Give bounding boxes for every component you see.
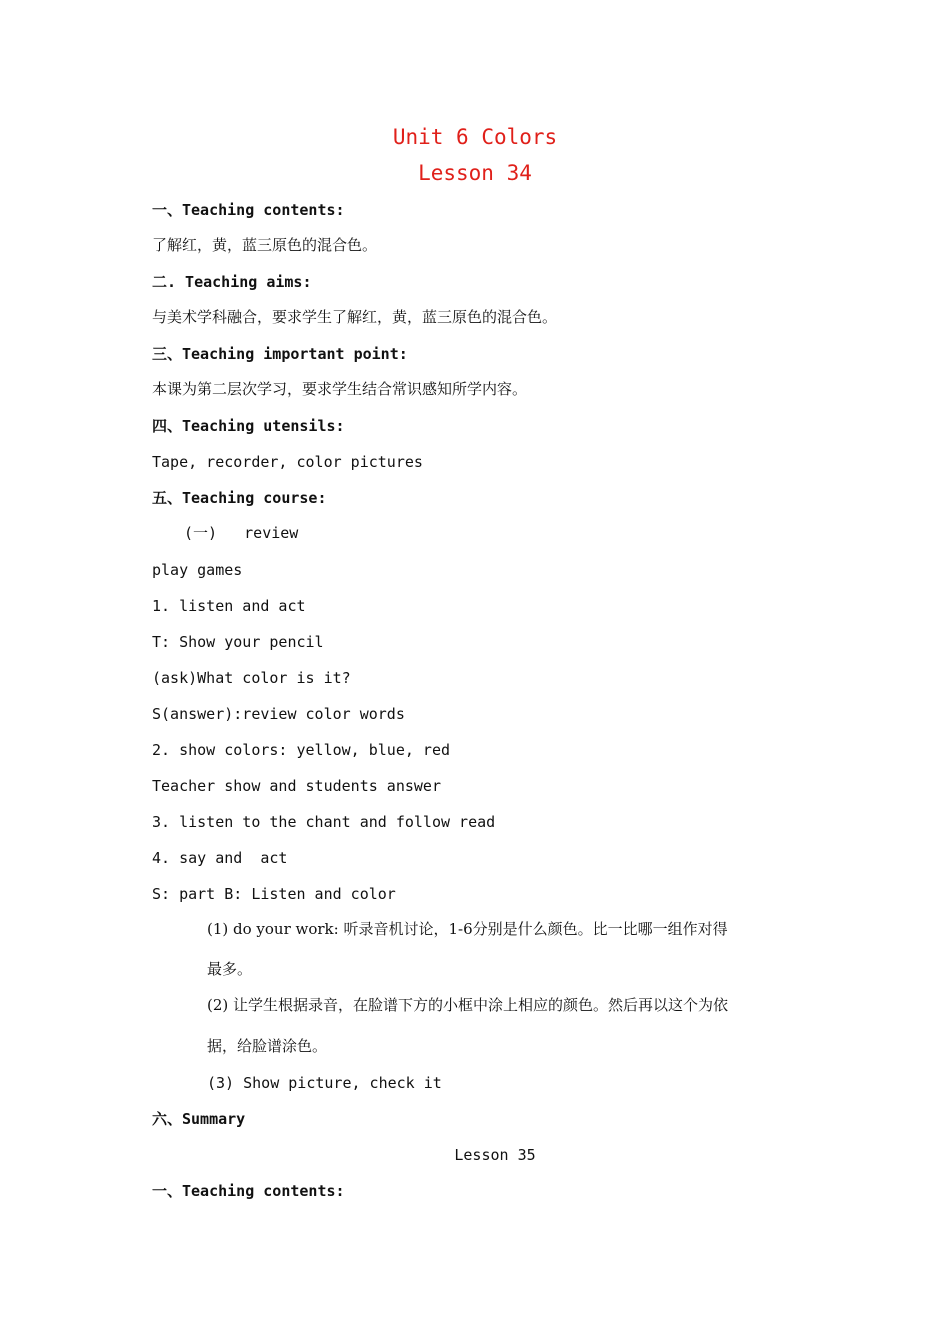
lesson-heading: Lesson 34 — [418, 161, 532, 185]
paragraph: 本课为第二层次学习，要求学生结合常识感知所学内容。 — [152, 380, 528, 398]
section-heading-course: 五、Teaching course: — [152, 489, 327, 507]
list-item: play games — [152, 561, 243, 579]
list-item: (3) Show picture, check it — [207, 1074, 442, 1092]
list-item: S: part B: Listen and color — [152, 885, 396, 903]
list-item-continuation: 最多。 — [207, 960, 253, 978]
lesson-heading-35: Lesson 35 — [454, 1146, 536, 1164]
section-heading-summary: 六、Summary — [152, 1110, 246, 1128]
paragraph: 了解红，黄，蓝三原色的混合色。 — [152, 236, 378, 254]
list-item: S(answer):review color words — [152, 705, 405, 723]
section-heading-contents: 一、Teaching contents: — [152, 201, 345, 219]
list-item: Teacher show and students answer — [152, 777, 441, 795]
section-heading-utensils: 四、Teaching utensils: — [152, 417, 345, 435]
list-item: (ask)What color is it? — [152, 669, 351, 687]
list-item: (1) do your work: 听录音机讨论，1-6分别是什么颜色。比一比哪一组作对得 — [207, 920, 728, 938]
document-title: Unit 6 Colors — [392, 125, 558, 149]
paragraph: 与美术学科融合，要求学生了解红，黄，蓝三原色的混合色。 — [152, 308, 558, 326]
list-item: 4. say and act — [152, 849, 288, 867]
section-heading-important-point: 三、Teaching important point: — [152, 345, 408, 363]
list-item-continuation: 据，给脸谱涂色。 — [207, 1037, 328, 1055]
list-item: 1. listen and act — [152, 597, 306, 615]
section-heading-aims: 二. Teaching aims: — [152, 273, 312, 291]
section-heading-contents: 一、Teaching contents: — [152, 1182, 345, 1200]
list-item: 2. show colors: yellow, blue, red — [152, 741, 451, 759]
list-item: T: Show your pencil — [152, 633, 324, 651]
paragraph: Tape, recorder, color pictures — [152, 453, 423, 471]
list-item: (2) 让学生根据录音，在脸谱下方的小框中涂上相应的颜色。然后再以这个为依 — [207, 996, 729, 1014]
list-item: 3. listen to the chant and follow read — [152, 813, 496, 831]
subsection-heading: (一) review — [184, 524, 299, 542]
